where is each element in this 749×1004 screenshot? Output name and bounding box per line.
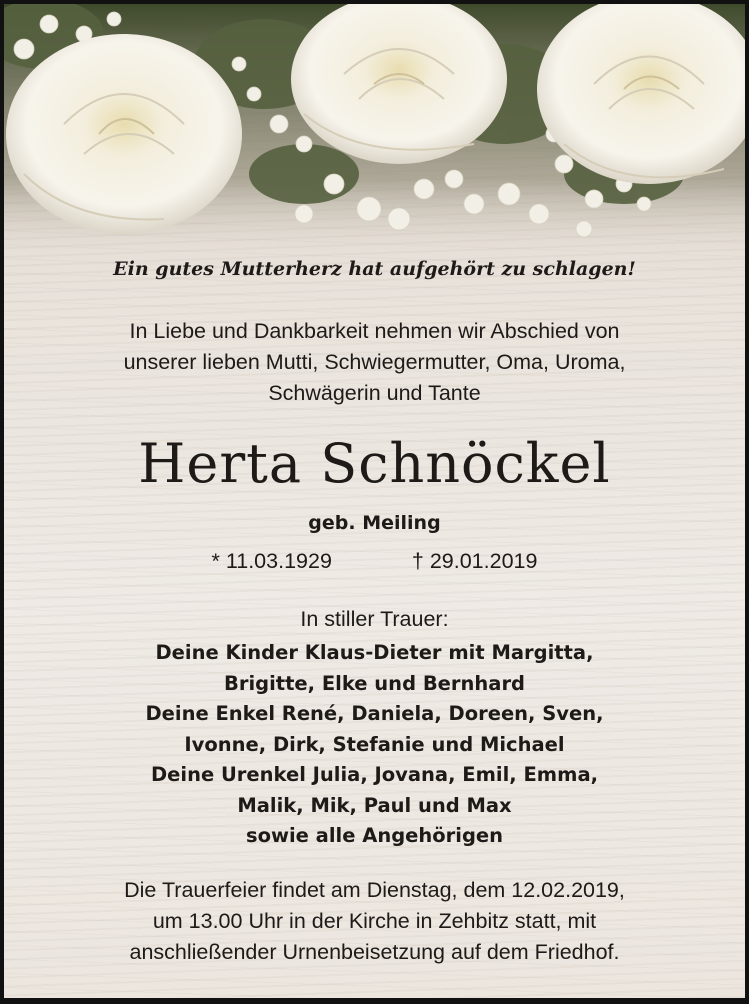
mourner-line: Ivonne, Dirk, Stefanie und Michael [184,732,565,756]
service-line: um 13.00 Uhr in der Kirche in Zehbitz statt, mit [152,909,597,933]
headline: Ein gutes Mutterherz hat aufgehört zu schlagen! [113,258,636,280]
mourner-line: Deine Kinder Klaus-Dieter mit Margitta, [155,641,594,664]
intro-line: Schwägerin und Tante [268,381,481,405]
mourners-list [4,638,745,852]
service-info [4,875,745,968]
intro-text [4,316,745,409]
birth-date: * 11.03.1929 [211,549,332,573]
mourners-intro: In stiller Trauer: [300,607,449,631]
mourner-line: Brigitte, Elke und Bernhard [223,671,526,695]
service-line: anschließender Urnenbeisetzung auf dem Friedhof. [129,940,620,964]
mourner-line: Deine Urenkel Julia, Jovana, Emil, Emma, [150,763,599,786]
intro-line: In Liebe und Dankbarkeit nehmen wir Abschied von [129,319,620,343]
intro-line: unserer lieben Mutti, Schwiegermutter, Oma, Uroma, [123,350,626,374]
deceased-name: Herta Schnöckel [138,432,611,495]
white-roses-image [4,4,745,254]
mourner-line: Deine Enkel René, Daniela, Doreen, Sven, [145,702,604,725]
mourner-line: sowie alle Angehörigen [245,824,504,847]
death-date: † 29.01.2019 [411,549,538,573]
birth-name: geb. Meiling [308,512,441,534]
service-line: Die Trauerfeier findet am Dienstag, dem 12.02.2019, [124,878,625,902]
mourner-line: Malik, Mik, Paul und Max [237,793,512,817]
life-dates [4,549,745,574]
